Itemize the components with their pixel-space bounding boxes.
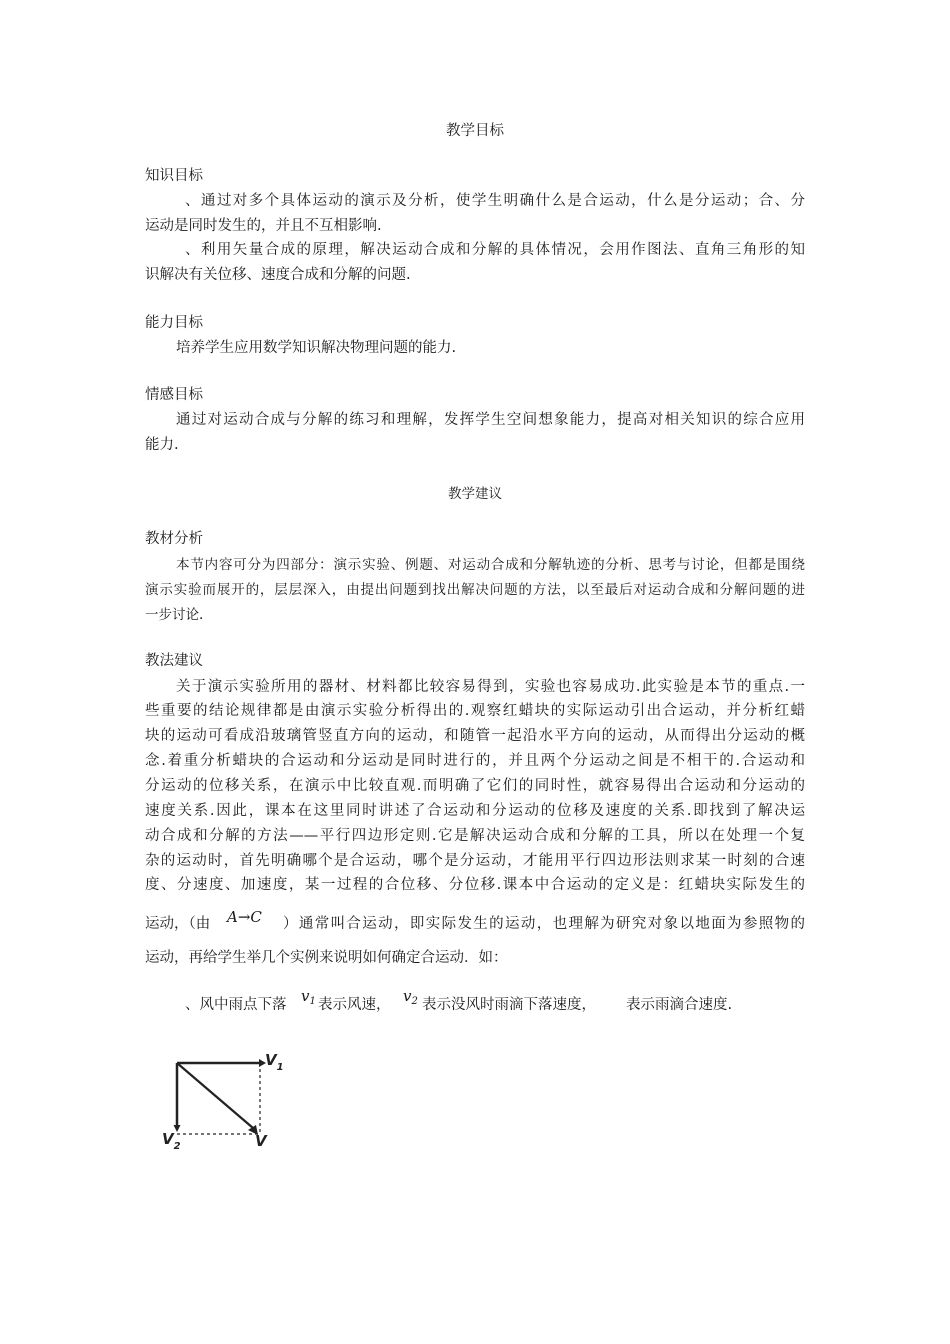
method-line4: 念.着重分析蜡块的合运动和分运动是同时进行的，并且两个分运动之间是不相干的.合运动和 bbox=[145, 753, 805, 769]
knowledge-p1-line2: 运动是同时发生的，并且不互相影响. bbox=[145, 218, 382, 234]
heading-emotion-objectives: 情感目标 bbox=[145, 387, 203, 403]
formula-a-to-c: A→C bbox=[227, 908, 262, 926]
example-text-part1: 、风中雨点下落 bbox=[185, 997, 287, 1013]
heading-teaching-method: 教法建议 bbox=[145, 653, 203, 669]
heading-knowledge-objectives: 知识目标 bbox=[145, 168, 203, 184]
method-line10-post: ）通常叫合运动，即实际发生的运动，也理解为研究对象以地面为参照物的 bbox=[283, 916, 805, 932]
material-line1: 本节内容可分为四部分：演示实验、例题、对运动合成和分解轨迹的分析、思考与讨论，但都是围绕 bbox=[176, 557, 805, 573]
section-title-suggestions: 教学建议 bbox=[448, 486, 502, 502]
resultant-v-vector bbox=[177, 1063, 253, 1128]
symbol-v1: $v_1$ bbox=[301, 987, 316, 1007]
method-line5: 分运动的位移关系，在演示中比较直观.而明确了它们的同时性，就容易得出合运动和分运动的 bbox=[145, 778, 805, 794]
material-line2: 演示实验而展开的，层层深入，由提出问题到找出解决问题的方法，以至最后对运动合成和分解问题的进 bbox=[145, 582, 805, 598]
ability-p1: 培养学生应用数学知识解决物理问题的能力. bbox=[176, 340, 457, 356]
knowledge-p2-line1: 、利用矢量合成的原理，解决运动合成和分解的具体情况，会用作图法、直角三角形的知 bbox=[185, 242, 805, 258]
example-text-part3: 表示没风时雨滴下落速度， bbox=[422, 997, 596, 1013]
symbol-v2: $v_2$ bbox=[403, 987, 418, 1007]
heading-material-analysis: 教材分析 bbox=[145, 531, 203, 547]
label-v: V bbox=[255, 1132, 267, 1150]
emotion-p1-line2: 能力. bbox=[145, 437, 179, 453]
method-line1: 关于演示实验所用的器材、材料都比较容易得到，实验也容易成功.此实验是本节的重点.一 bbox=[176, 679, 805, 695]
example-text-part4: 表示雨滴合速度. bbox=[626, 997, 733, 1013]
method-line7: 动合成和分解的方法——平行四边形定则.它是解决运动合成和分解的工具，所以在处理一个复 bbox=[145, 828, 805, 844]
emotion-p1-line1: 通过对运动合成与分解的练习和理解，发挥学生空间想象能力，提高对相关知识的综合应用 bbox=[176, 412, 805, 428]
method-line6: 速度关系.因此，课本在这里同时讲述了合运动和分运动的位移及速度的关系.即找到了解决运 bbox=[145, 803, 805, 819]
label-v1: $V_1$ bbox=[265, 1051, 284, 1073]
method-line3: 块的运动可看成沿玻璃管竖直方向的运动，和随管一起沿水平方向的运动，从而得出分运动的概 bbox=[145, 728, 805, 744]
example-text-part2: 表示风速， bbox=[318, 997, 391, 1013]
knowledge-p2-line2: 识解决有关位移、速度合成和分解的问题. bbox=[145, 267, 411, 283]
method-line8: 杂的运动时，首先明确哪个是合运动，哪个是分运动，才能用平行四边形法则求某一时刻的合速 bbox=[145, 853, 805, 869]
heading-ability-objectives: 能力目标 bbox=[145, 315, 203, 331]
method-line10-pre: 运动，（由 bbox=[145, 916, 211, 932]
method-line2: 些重要的结论规律都是由演示实验分析得出的.观察红蜡块的实际运动引出合运动，并分析红蜡 bbox=[145, 703, 805, 719]
section-title-objectives: 教学目标 bbox=[446, 123, 504, 139]
v2-arrowhead bbox=[174, 1125, 181, 1132]
material-line3: 一步讨论. bbox=[145, 607, 204, 623]
knowledge-p1-line1: 、通过对多个具体运动的演示及分析，使学生明确什么是合运动，什么是分运动；合、分 bbox=[185, 193, 805, 209]
method-line9: 度、分速度、加速度，某一过程的合位移、分位移.课本中合运动的定义是：红蜡块实际发生的 bbox=[145, 877, 805, 893]
label-v2: $V_2$ bbox=[162, 1130, 181, 1152]
method-line11: 运动，再给学生举几个实例来说明如何确定合运动．如： bbox=[145, 950, 508, 966]
velocity-diagram bbox=[155, 1045, 295, 1160]
